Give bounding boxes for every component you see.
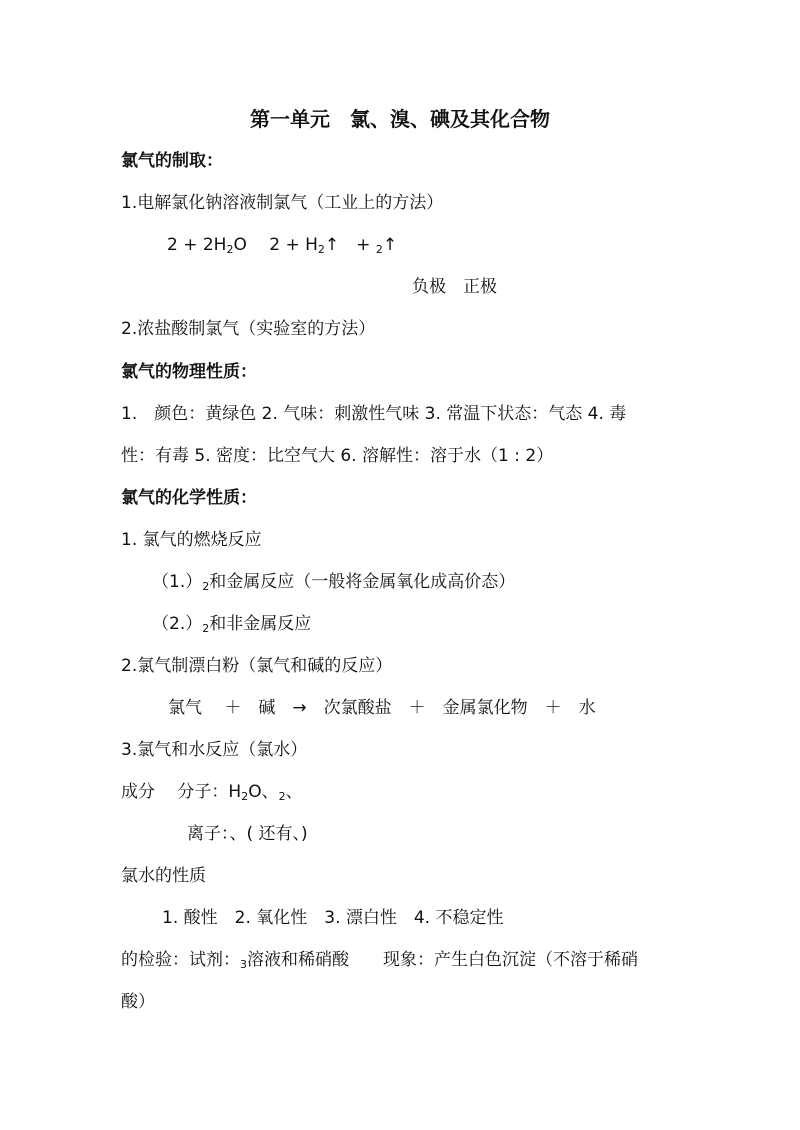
chem-item-bleach: 2.氯气制漂白粉（氯气和碱的反应） [121,656,393,676]
chlorine-water-heading: 氯水的性质 [121,866,206,886]
section-heading-preparation: 氯气的制取： [121,151,223,171]
chem-subitem-nonmetal: $(2.)_2$和非金属反应 [152,614,312,635]
chem-item-water: 3.氯气和水反应（氯水） [121,740,308,760]
physical-properties-line-1: 1. 颜色：黄绿色 2. 气味：刺激性气味 3. 常温下状态：气态 4. 毒 [121,404,627,424]
prep-item-lab: 2.浓盐酸制氯气（实验室的方法） [121,319,376,339]
bleach-equation: 氯气 ＋ 碱 → 次氯酸盐 ＋ 金属氯化物 ＋ 水 [168,698,596,718]
chem-item-combustion: 1. 氯气的燃烧反应 [121,530,262,550]
chlorine-water-properties: 1. 酸性 2. 氧化性 3. 漂白性 4. 不稳定性 [162,908,504,928]
chlorine-water-molecules: 成分 分子：$H_2O$、$_2$、 [121,782,303,803]
electrode-labels: 负极 正极 [412,277,497,297]
section-heading-physical: 氯气的物理性质： [121,362,257,382]
chloride-test-continuation: 酸） [121,992,155,1012]
section-heading-chemical: 氯气的化学性质： [121,488,257,508]
prep-item-electrolysis: 1.电解氯化钠溶液制氯气（工业上的方法） [121,193,444,213]
chlorine-water-ions: 离子：、( 还有、) [187,824,308,844]
physical-properties-line-2: 性：有毒 5. 密度：比空气大 6. 溶解性：溶于水（1 : 2） [121,446,554,466]
chem-subitem-metal: $(1.)_2$和金属反应（一般将金属氧化成高价态） [152,572,516,593]
chloride-test-line: 的检验：试剂：$_3$溶液和稀硝酸 现象：产生白色沉淀（不溶于稀硝 [121,950,638,971]
page-title: 第一单元 氯、溴、碘及其化合物 [250,107,550,131]
electrolysis-equation: $2 + 2H_2O$ $2 + H_2↑$ + $_2$↑ [167,235,398,256]
